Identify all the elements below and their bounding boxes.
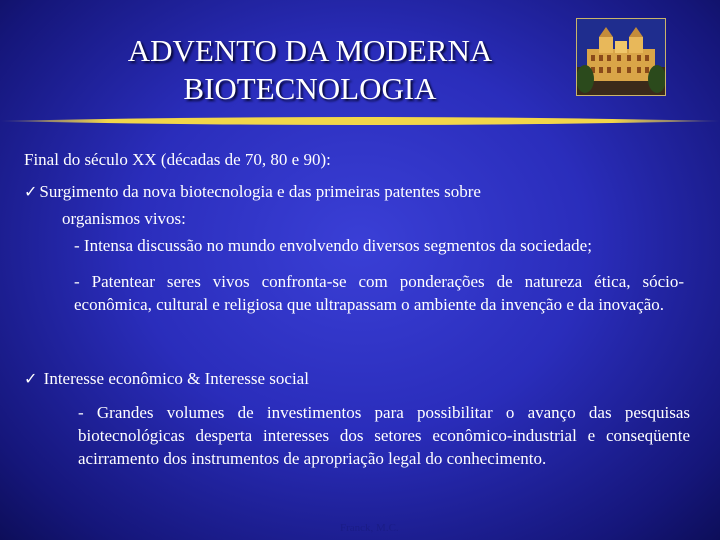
bullet-2-text: Interesse econômico & Interesse social: [43, 369, 309, 388]
title-line-2: BIOTECNOLOGIA: [183, 71, 437, 106]
checkmark-icon: ✓: [24, 369, 38, 388]
footer-credit: Franck, M.C.: [340, 522, 399, 534]
bullet-1: [24, 180, 481, 203]
building-photo-image: [576, 18, 666, 96]
sub-point-1: - Intensa discussão no mundo envolvendo diversos segmentos da sociedade;: [74, 236, 592, 255]
slide-title: [60, 32, 560, 108]
sub-point-2: - Patentear seres vivos confronta-se com ponderações de natureza ética, sócio-econômica, cultural e religiosa que ultrapassam o ambiente da invenção e da inovação.: [74, 272, 684, 314]
title-line-1: ADVENTO DA MODERNA: [127, 33, 493, 68]
checkmark-icon: ✓: [24, 182, 38, 201]
yellow-divider: [0, 112, 720, 130]
bullet-1-continuation: organismos vivos:: [62, 209, 186, 228]
intro-text: Final do século XX (décadas de 70, 80 e 90):: [24, 150, 331, 169]
sub-point-3: - Grandes volumes de investimentos para possibilitar o avanço das pesquisas biotecnológicas desperta interesses dos setores econômico-industrial e conseqüente acirramento dos instrumentos de apropriação legal do conhecimento.: [78, 403, 690, 468]
bullet-1-text: Surgimento da nova biotecnologia e das primeiras patentes sobre: [39, 182, 481, 201]
bullet-2: [24, 367, 309, 390]
